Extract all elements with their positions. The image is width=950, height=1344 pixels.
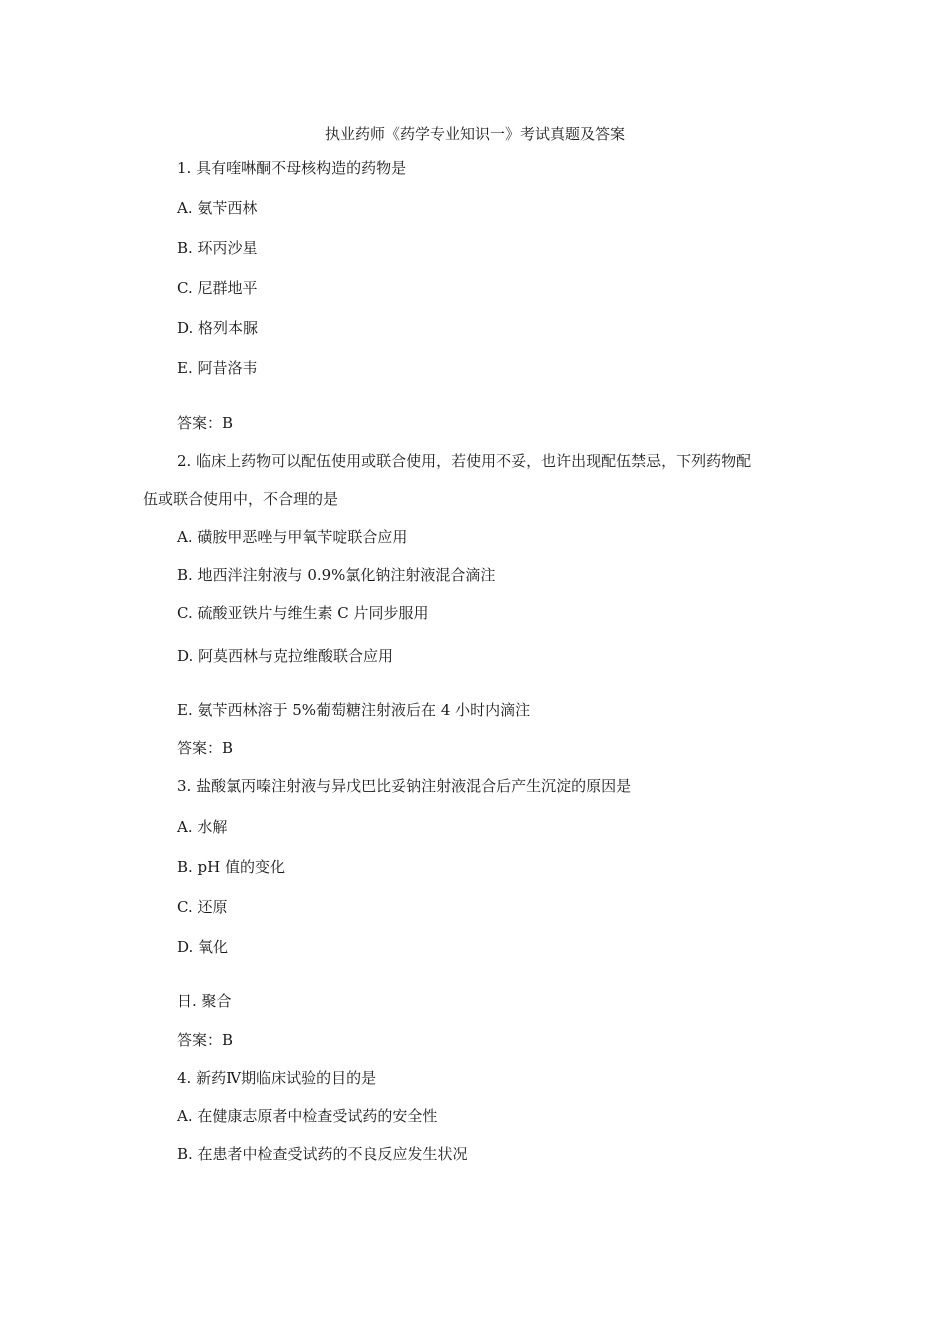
question-1-stem: 1. 具有喹啉酮不母核构造的药物是 [177, 159, 407, 177]
question-3-option-d: D. 氧化 [177, 938, 229, 956]
question-2-option-e: E. 氨苄西林溶于 5%葡萄糖注射液后在 4 小时内滴注 [177, 701, 531, 719]
question-2-stem-line-2: 伍或联合使用中，不合理的是 [143, 490, 339, 508]
page-title: 执业药师《药学专业知识一》考试真题及答案 [324, 125, 625, 143]
question-3-option-e: 日. 聚合 [177, 992, 232, 1010]
question-2-answer: 答案：B [177, 739, 234, 757]
question-3-stem: 3. 盐酸氯丙嗪注射液与异戊巴比妥钠注射液混合后产生沉淀的原因是 [177, 777, 632, 795]
question-1-option-a: A. 氨苄西林 [177, 199, 258, 217]
question-1-option-c: C. 尼群地平 [177, 279, 258, 297]
question-2-option-b: B. 地西泮注射液与 0.9%氯化钠注射液混合滴注 [177, 566, 496, 584]
question-2-option-d: D. 阿莫西林与克拉维酸联合应用 [177, 647, 394, 665]
question-3-option-a: A. 水解 [177, 818, 228, 836]
question-1-option-b: B. 环丙沙星 [177, 239, 258, 257]
question-2-option-c: C. 硫酸亚铁片与维生素 C 片同步服用 [177, 604, 429, 622]
question-3-option-c: C. 还原 [177, 898, 228, 916]
question-3-answer: 答案：B [177, 1031, 234, 1049]
question-4-option-a: A. 在健康志原者中检查受试药的安全性 [177, 1107, 438, 1125]
question-1-answer: 答案：B [177, 414, 234, 432]
question-1-option-e: E. 阿昔洛韦 [177, 359, 258, 377]
question-1-option-d: D. 格列本脲 [177, 319, 259, 337]
question-2-stem-line-1: 2. 临床上药物可以配伍使用或联合使用，若使用不妥，也许出现配伍禁忌，下列药物配 [177, 452, 752, 470]
question-4-option-b: B. 在患者中检查受试药的不良反应发生状况 [177, 1145, 468, 1163]
question-4-stem: 4. 新药Ⅳ期临床试验的目的是 [177, 1069, 377, 1087]
question-3-option-b: B. pH 值的变化 [177, 858, 286, 876]
question-2-option-a: A. 磺胺甲恶唑与甲氧苄啶联合应用 [177, 528, 408, 546]
